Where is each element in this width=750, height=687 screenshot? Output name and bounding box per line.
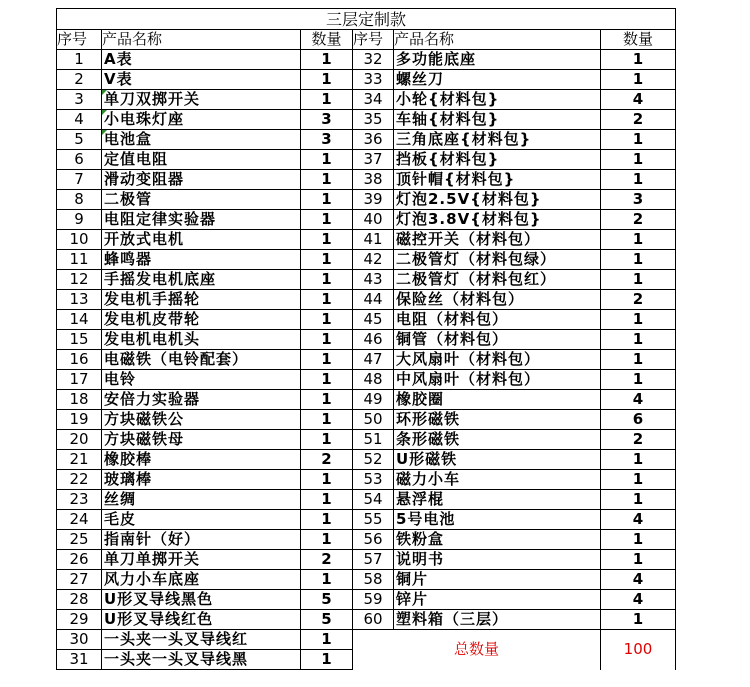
item-name: 电磁铁（电铃配套）: [102, 350, 301, 370]
item-quantity: 1: [601, 270, 676, 290]
item-name: A表: [102, 50, 301, 70]
item-number: 5: [57, 130, 102, 150]
item-name: 发电机手摇轮: [102, 290, 301, 310]
title-row: [57, 9, 676, 30]
item-quantity: 1: [301, 530, 353, 550]
item-number: 36: [353, 130, 394, 150]
header-seq-right: 序号: [353, 30, 394, 50]
item-name: 发电机皮带轮: [102, 310, 301, 330]
item-quantity: 1: [601, 150, 676, 170]
item-number: 23: [57, 490, 102, 510]
item-quantity: 1: [301, 650, 353, 670]
total-label: 总数量: [353, 630, 601, 670]
item-number: 22: [57, 470, 102, 490]
item-name: 橡胶圈: [394, 390, 601, 410]
item-number: 8: [57, 190, 102, 210]
item-quantity: 1: [601, 370, 676, 390]
item-quantity: 3: [301, 110, 353, 130]
item-quantity: 1: [301, 490, 353, 510]
item-name: 毛皮: [102, 510, 301, 530]
item-name: 挡板{材料包}: [394, 150, 601, 170]
item-number: 55: [353, 510, 394, 530]
item-name: 开放式电机: [102, 230, 301, 250]
item-number: 60: [353, 610, 394, 630]
item-quantity: 6: [601, 410, 676, 430]
item-name: 单刀单掷开关: [102, 550, 301, 570]
item-name: U形叉导线红色: [102, 610, 301, 630]
header-qty-left: 数量: [301, 30, 353, 50]
table-row: [57, 310, 676, 330]
item-number: 14: [57, 310, 102, 330]
table-row: [57, 290, 676, 310]
item-quantity: 1: [301, 250, 353, 270]
item-name: 中风扇叶（材料包）: [394, 370, 601, 390]
table-row: [57, 490, 676, 510]
table-row: [57, 190, 676, 210]
item-quantity: 3: [601, 190, 676, 210]
item-quantity: 1: [601, 490, 676, 510]
item-name: 悬浮棍: [394, 490, 601, 510]
item-quantity: 1: [301, 630, 353, 650]
item-number: 29: [57, 610, 102, 630]
item-quantity: 1: [601, 450, 676, 470]
item-number: 26: [57, 550, 102, 570]
item-quantity: 2: [601, 430, 676, 450]
item-number: 25: [57, 530, 102, 550]
item-quantity: 3: [301, 130, 353, 150]
item-quantity: 1: [301, 310, 353, 330]
item-number: 44: [353, 290, 394, 310]
item-number: 3: [57, 90, 102, 110]
item-name: 三角底座{材料包}: [394, 130, 601, 150]
item-number: 18: [57, 390, 102, 410]
item-quantity: 2: [601, 290, 676, 310]
item-quantity: 4: [601, 590, 676, 610]
item-number: 57: [353, 550, 394, 570]
sheet-title: 三层定制款: [57, 9, 676, 30]
table-row: [57, 430, 676, 450]
item-number: 53: [353, 470, 394, 490]
item-number: 45: [353, 310, 394, 330]
table-row: [57, 550, 676, 570]
item-name: 电阻定律实验器: [102, 210, 301, 230]
table-row: [57, 230, 676, 250]
item-name: 发电机电机头: [102, 330, 301, 350]
item-quantity: 1: [301, 210, 353, 230]
item-name: 小轮{材料包}: [394, 90, 601, 110]
item-name: 灯泡2.5V{材料包}: [394, 190, 601, 210]
item-name: 多功能底座: [394, 50, 601, 70]
item-name: 铜片: [394, 570, 601, 590]
item-name: 方块磁铁母: [102, 430, 301, 450]
item-quantity: 1: [301, 570, 353, 590]
item-name: 二极管: [102, 190, 301, 210]
item-number: 38: [353, 170, 394, 190]
item-number: 27: [57, 570, 102, 590]
item-number: 56: [353, 530, 394, 550]
header-qty-right: 数量: [601, 30, 676, 50]
item-quantity: 1: [301, 410, 353, 430]
item-name: 环形磁铁: [394, 410, 601, 430]
table-row: [57, 150, 676, 170]
item-name: 顶针帽{材料包}: [394, 170, 601, 190]
item-number: 42: [353, 250, 394, 270]
item-quantity: 1: [601, 130, 676, 150]
item-number: 10: [57, 230, 102, 250]
item-number: 7: [57, 170, 102, 190]
item-number: 13: [57, 290, 102, 310]
table-row: [57, 50, 676, 70]
item-name: 条形磁铁: [394, 430, 601, 450]
item-number: 2: [57, 70, 102, 90]
item-quantity: 1: [301, 370, 353, 390]
item-name: V表: [102, 70, 301, 90]
item-number: 1: [57, 50, 102, 70]
item-quantity: 1: [601, 310, 676, 330]
table-row: [57, 70, 676, 90]
item-number: 37: [353, 150, 394, 170]
item-number: 47: [353, 350, 394, 370]
item-number: 39: [353, 190, 394, 210]
item-name: 一头夹一头叉导线黑: [102, 650, 301, 670]
item-name: 塑料箱（三层）: [394, 610, 601, 630]
item-number: 34: [353, 90, 394, 110]
item-number: 35: [353, 110, 394, 130]
item-quantity: 1: [301, 510, 353, 530]
item-name: 磁控开关（材料包）: [394, 230, 601, 250]
item-name: 电阻（材料包）: [394, 310, 601, 330]
item-quantity: 1: [601, 50, 676, 70]
item-quantity: 1: [301, 170, 353, 190]
table-row: [57, 530, 676, 550]
item-number: 30: [57, 630, 102, 650]
table-row: [57, 370, 676, 390]
table-row: [57, 410, 676, 430]
item-quantity: 1: [301, 350, 353, 370]
item-name: 方块磁铁公: [102, 410, 301, 430]
item-quantity: 1: [601, 70, 676, 90]
item-name: 铁粉盒: [394, 530, 601, 550]
item-quantity: 1: [301, 190, 353, 210]
item-quantity: 5: [301, 590, 353, 610]
table-row: [57, 350, 676, 370]
header-row: [57, 30, 676, 50]
item-quantity: 2: [301, 550, 353, 570]
item-quantity: 1: [601, 530, 676, 550]
item-name: 风力小车底座: [102, 570, 301, 590]
item-quantity: 4: [601, 390, 676, 410]
item-quantity: 4: [601, 570, 676, 590]
table-row: [57, 390, 676, 410]
table-row: [57, 450, 676, 470]
item-number: 49: [353, 390, 394, 410]
header-seq-left: 序号: [57, 30, 102, 50]
item-name: 指南针（好）: [102, 530, 301, 550]
item-quantity: 1: [601, 550, 676, 570]
item-name: 蜂鸣器: [102, 250, 301, 270]
item-number: 48: [353, 370, 394, 390]
item-number: 16: [57, 350, 102, 370]
item-quantity: 1: [301, 50, 353, 70]
item-number: 59: [353, 590, 394, 610]
item-name: 磁力小车: [394, 470, 601, 490]
item-number: 19: [57, 410, 102, 430]
item-number: 58: [353, 570, 394, 590]
item-quantity: 1: [601, 230, 676, 250]
item-number: 24: [57, 510, 102, 530]
item-name: 螺丝刀: [394, 70, 601, 90]
item-quantity: 2: [601, 210, 676, 230]
item-number: 31: [57, 650, 102, 670]
table-row: [57, 90, 676, 110]
header-name-left: 产品名称: [102, 30, 301, 50]
item-name: 单刀双掷开关: [102, 90, 301, 110]
item-name: 定值电阻: [102, 150, 301, 170]
total-value: 100: [601, 630, 676, 670]
item-quantity: 1: [601, 170, 676, 190]
item-number: 50: [353, 410, 394, 430]
item-quantity: 1: [601, 330, 676, 350]
item-name: 大风扇叶（材料包）: [394, 350, 601, 370]
item-quantity: 1: [301, 470, 353, 490]
item-name: 二极管灯（材料包红）: [394, 270, 601, 290]
item-name: U形叉导线黑色: [102, 590, 301, 610]
item-number: 15: [57, 330, 102, 350]
table-row: [57, 130, 676, 150]
item-number: 52: [353, 450, 394, 470]
item-quantity: 1: [301, 90, 353, 110]
item-name: 滑动变阻器: [102, 170, 301, 190]
item-number: 20: [57, 430, 102, 450]
item-number: 17: [57, 370, 102, 390]
item-name: 二极管灯（材料包绿）: [394, 250, 601, 270]
item-number: 33: [353, 70, 394, 90]
item-number: 11: [57, 250, 102, 270]
header-name-right: 产品名称: [394, 30, 601, 50]
item-name: 保险丝（材料包）: [394, 290, 601, 310]
item-name: 锌片: [394, 590, 601, 610]
table-row: [57, 330, 676, 350]
item-quantity: 1: [301, 330, 353, 350]
item-number: 40: [353, 210, 394, 230]
item-number: 51: [353, 430, 394, 450]
item-name: 铜管（材料包）: [394, 330, 601, 350]
item-name: 手摇发电机底座: [102, 270, 301, 290]
item-quantity: 1: [301, 270, 353, 290]
item-number: 6: [57, 150, 102, 170]
item-quantity: 5: [301, 610, 353, 630]
table-row: [57, 250, 676, 270]
item-quantity: 1: [301, 390, 353, 410]
item-name: 一头夹一头叉导线红: [102, 630, 301, 650]
item-number: 28: [57, 590, 102, 610]
item-number: 43: [353, 270, 394, 290]
table-row: [57, 270, 676, 290]
table-row: [57, 510, 676, 530]
item-name: U形磁铁: [394, 450, 601, 470]
item-name: 电铃: [102, 370, 301, 390]
table-row: [57, 630, 676, 650]
table-row: [57, 210, 676, 230]
item-name: 灯泡3.8V{材料包}: [394, 210, 601, 230]
item-number: 32: [353, 50, 394, 70]
item-quantity: 1: [301, 430, 353, 450]
item-number: 46: [353, 330, 394, 350]
item-quantity: 1: [601, 470, 676, 490]
item-name: 小电珠灯座: [102, 110, 301, 130]
item-quantity: 1: [601, 250, 676, 270]
item-name: 橡胶棒: [102, 450, 301, 470]
item-name: 电池盒: [102, 130, 301, 150]
item-name: 玻璃棒: [102, 470, 301, 490]
item-quantity: 2: [301, 450, 353, 470]
item-name: 安倍力实验器: [102, 390, 301, 410]
item-quantity: 1: [301, 230, 353, 250]
item-quantity: 2: [601, 110, 676, 130]
table-row: [57, 610, 676, 630]
table-row: [57, 170, 676, 190]
table-row: [57, 470, 676, 490]
item-quantity: 1: [301, 150, 353, 170]
item-quantity: 4: [601, 510, 676, 530]
item-quantity: 1: [601, 610, 676, 630]
item-quantity: 1: [301, 290, 353, 310]
table-row: [57, 570, 676, 590]
item-name: 说明书: [394, 550, 601, 570]
item-number: 9: [57, 210, 102, 230]
item-quantity: 4: [601, 90, 676, 110]
item-number: 4: [57, 110, 102, 130]
item-number: 12: [57, 270, 102, 290]
inventory-table: [56, 8, 676, 670]
item-name: 5号电池: [394, 510, 601, 530]
item-number: 41: [353, 230, 394, 250]
item-quantity: 1: [301, 70, 353, 90]
item-quantity: 1: [601, 350, 676, 370]
table-row: [57, 110, 676, 130]
item-name: 车轴{材料包}: [394, 110, 601, 130]
table-row: [57, 590, 676, 610]
item-number: 54: [353, 490, 394, 510]
inventory-sheet: [56, 8, 676, 670]
item-name: 丝绸: [102, 490, 301, 510]
item-number: 21: [57, 450, 102, 470]
